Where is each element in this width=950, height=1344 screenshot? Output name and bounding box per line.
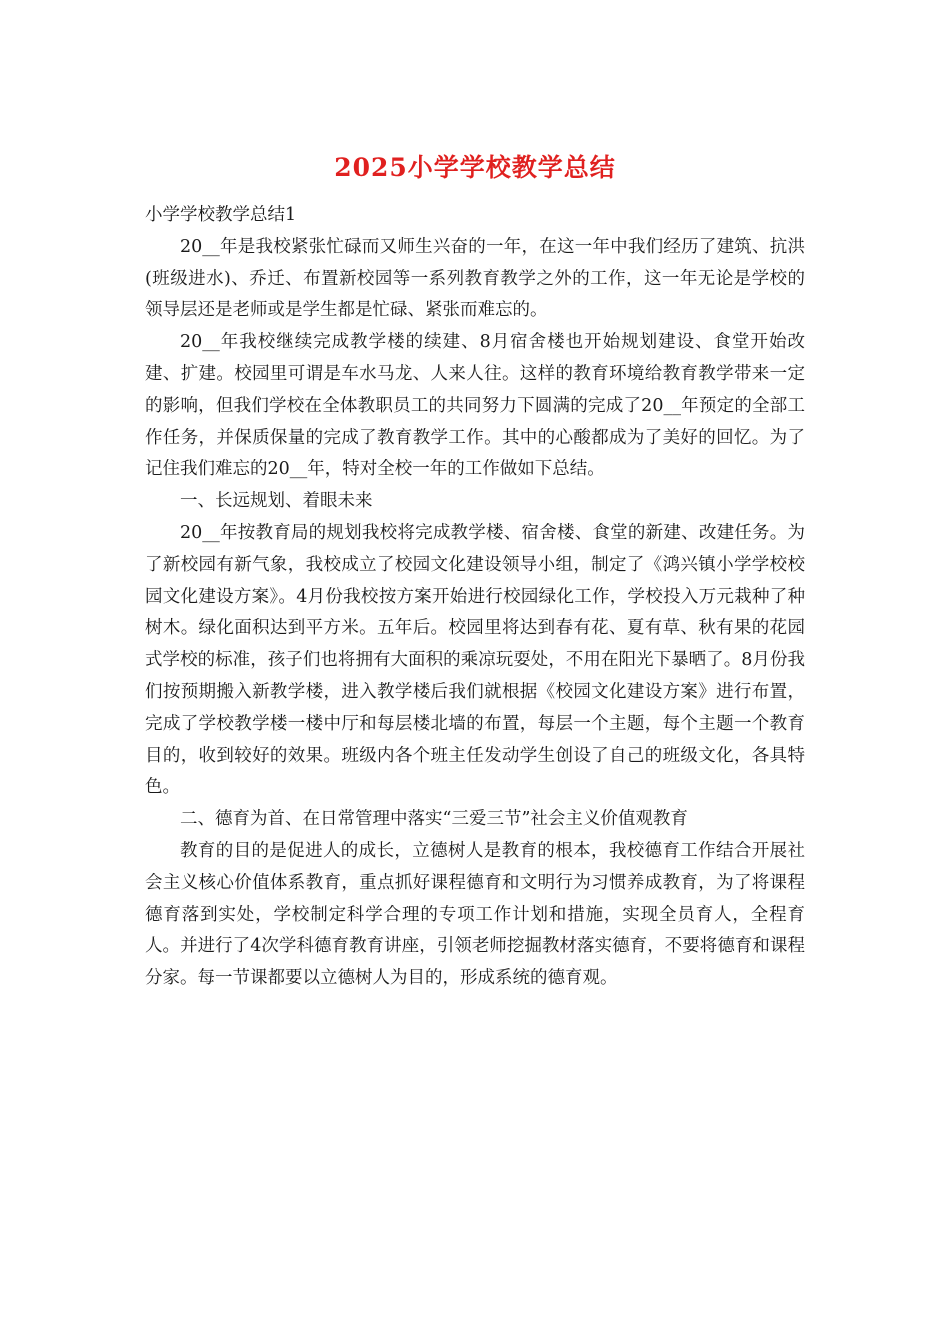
paragraph-planning: 20__年按教育局的规划我校将完成教学楼、宿舍楼、食堂的新建、改建任务。为了新校园有新气象，我校成立了校园文化建设领导小组，制定了《鸿兴镇小学学校校园文化建设方案》。4月份我校按方案开始进行校园绿化工作，学校投入万元栽种了种树木。绿化面积达到平方米。五年后。校园里将达到春有花、夏有草、秋有果的花园式学校的标准，孩子们也将拥有大面积的乘凉玩耍处，不用在阳光下暴晒了。8月份我们按预期搬入新教学楼，进入教学楼后我们就根据《校园文化建设方案》进行布置，完成了学校教学楼一楼中厅和每层楼北墙的布置，每层一个主题，每个主题一个教育目的，收到较好的效果。班级内各个班主任发动学生创设了自己的班级文化，各具特色。 bbox=[145, 522, 805, 798]
paragraph-moral-education: 教育的目的是促进人的成长，立德树人是教育的根本，我校德育工作结合开展社会主义核心价值体系教育，重点抓好课程德育和文明行为习惯养成教育，为了将课程德育落到实处，学校制定科学合理的专项工作计划和措施，实现全员育人，全程育人。并进行了4次学科德育教育讲座，引领老师挖掘教材落实德育，不要将德育和课程分家。每一节课都要以立德树人为目的，形成系统的德育观。 bbox=[145, 840, 805, 989]
section-subtitle: 小学学校教学总结1 bbox=[145, 205, 297, 225]
paragraph-intro: 20__年是我校紧张忙碌而又师生兴奋的一年，在这一年中我们经历了建筑、抗洪(班级进水)、乔迁、布置新校园等一系列教育教学之外的工作，这一年无论是学校的领导层还是老师或是学生都是忙碌、紧张而难忘的。 bbox=[145, 236, 805, 321]
heading-section-two: 二、德育为首、在日常管理中落实“三爱三节”社会主义价值观教育 bbox=[180, 809, 688, 830]
heading-section-one: 一、长远规划、着眼未来 bbox=[180, 491, 373, 512]
document-body bbox=[145, 200, 805, 995]
paragraph-construction: 20__年我校继续完成教学楼的续建、8月宿舍楼也开始规划建设、食堂开始改建、扩建。校园里可谓是车水马龙、人来人往。这样的教育环境给教育教学带来一定的影响，但我们学校在全体教职员工的共同努力下圆满的完成了20__年预定的全部工作任务，并保质保量的完成了教育教学工作。其中的心酸都成为了美好的回忆。为了记住我们难忘的20__年，特对全校一年的工作做如下总结。 bbox=[145, 332, 805, 480]
document-title: 2025小学学校教学总结 bbox=[334, 153, 616, 182]
